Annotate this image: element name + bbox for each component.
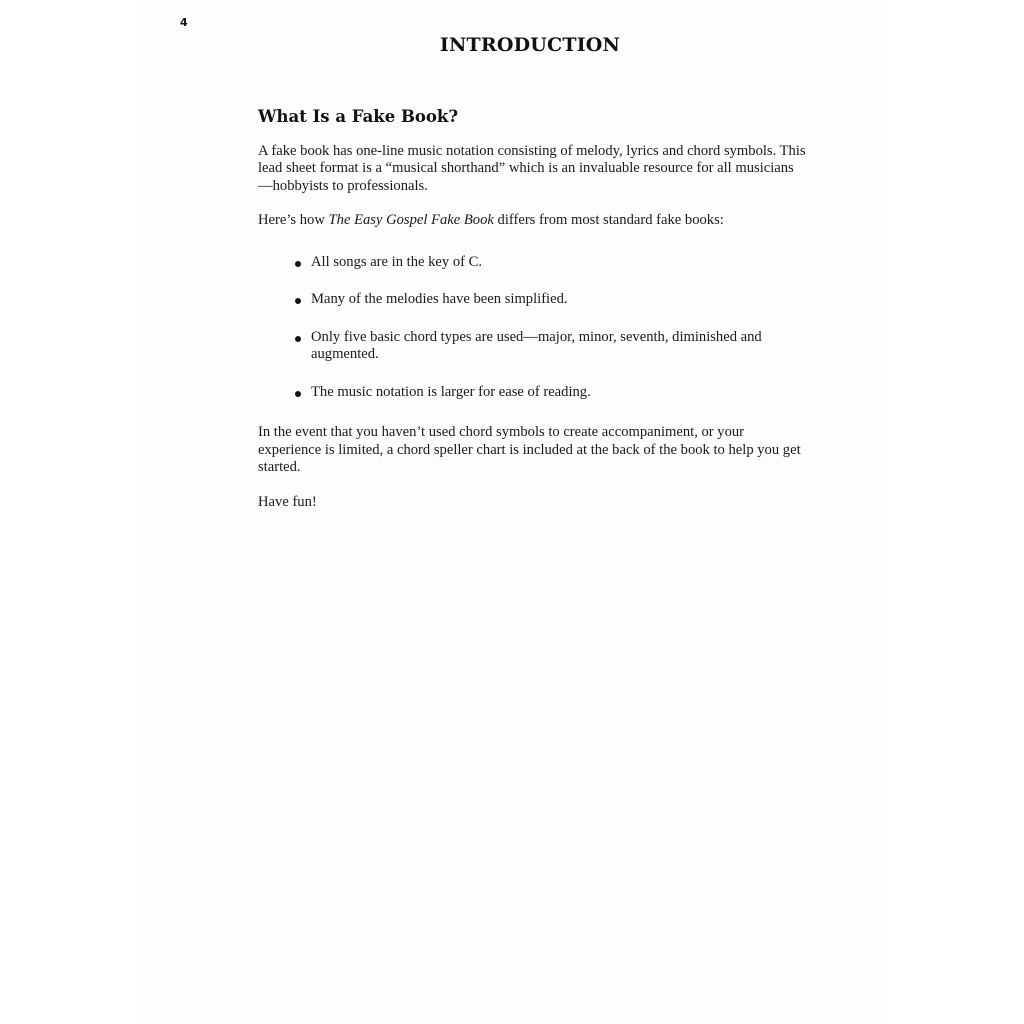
list-item	[295, 291, 808, 309]
book-title: The Easy Gospel Fake Book	[328, 212, 494, 228]
bullet-icon	[295, 336, 301, 342]
list-item-text: Only five basic chord types are used—major, minor, seventh, diminished and augmented.	[311, 328, 762, 362]
bullet-icon	[295, 391, 301, 397]
list-item-text: Many of the melodies have been simplified.	[311, 291, 568, 307]
page-content	[258, 108, 808, 528]
differs-text-after: differs from most standard fake books:	[493, 212, 724, 228]
list-item	[295, 384, 808, 402]
list-item	[295, 254, 808, 272]
page-number: 4	[180, 16, 188, 29]
differs-text-before: Here’s how	[258, 212, 329, 228]
feature-list	[258, 254, 808, 402]
bullet-icon	[295, 261, 301, 267]
list-item	[295, 329, 808, 364]
intro-paragraph: A fake book has one-line music notation consisting of melody, lyrics and chord symbols. This lead sheet format is a “musical shorthand” which is an invaluable resource for all musicians—hobbyists to professionals.	[258, 142, 806, 194]
list-item-text: The music notation is larger for ease of reading.	[311, 383, 591, 400]
bullet-icon	[295, 298, 301, 304]
page-title: INTRODUCTION	[439, 34, 621, 56]
event-paragraph: In the event that you haven’t used chord symbols to create accompaniment, or your experience is limited, a chord speller chart is included at the back of the book to help you get started.	[258, 424, 801, 475]
closing-line: Have fun!	[258, 493, 317, 510]
section-heading: What Is a Fake Book?	[258, 107, 459, 126]
list-item-text: All songs are in the key of C.	[311, 253, 483, 270]
differs-paragraph	[258, 212, 808, 230]
